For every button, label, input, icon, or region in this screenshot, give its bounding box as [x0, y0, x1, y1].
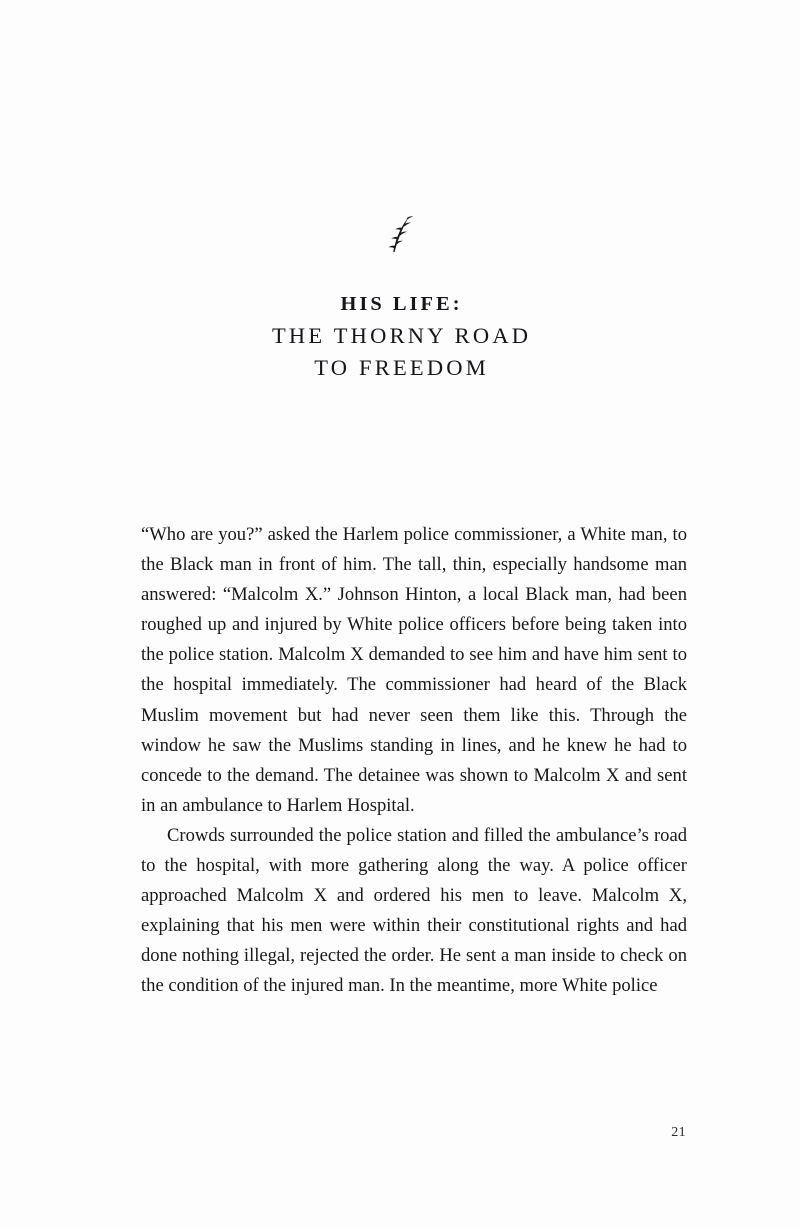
feather-flourish-ornament-icon — [383, 225, 417, 242]
page-number: 21 — [671, 1125, 686, 1140]
chapter-ornament — [0, 214, 800, 254]
chapter-title — [0, 289, 800, 384]
body-text-block — [141, 520, 687, 1002]
body-paragraph-1: “Who are you?” asked the Harlem police commissioner, a White man, to the Black man in front of him. The tall, thin, especially handsome man answered: “Malcolm X.” Johnson Hinton, a local Black man, had been roughed up and injured by White police officers before being taken into the police station. Malcolm X demanded to see him and have him sent to the hospital immediately. The commissioner had heard of the Black Muslim movement but had never seen them like this. Through the window he saw the Muslims standing in lines, and he knew he had to concede to the demand. The detainee was shown to Malcolm X and sent in an ambulance to Harlem Hospital. — [141, 524, 687, 816]
chapter-title-line-3: TO FREEDOM — [314, 355, 489, 381]
chapter-title-line-1: HIS LIFE: — [340, 293, 463, 316]
chapter-title-line-2: THE THORNY ROAD — [271, 323, 532, 349]
body-paragraph-2: Crowds surrounded the police station and filled the ambulance’s road to the hospital, with more gathering along the way. A police officer approached Malcolm X and ordered his men to leave. Malcolm X, explaining that his men were within their constitutional rights and had done nothing illegal, rejected the order. He sent a man inside to check on the condition of the injured man. In the meantime, more White police — [141, 824, 687, 997]
